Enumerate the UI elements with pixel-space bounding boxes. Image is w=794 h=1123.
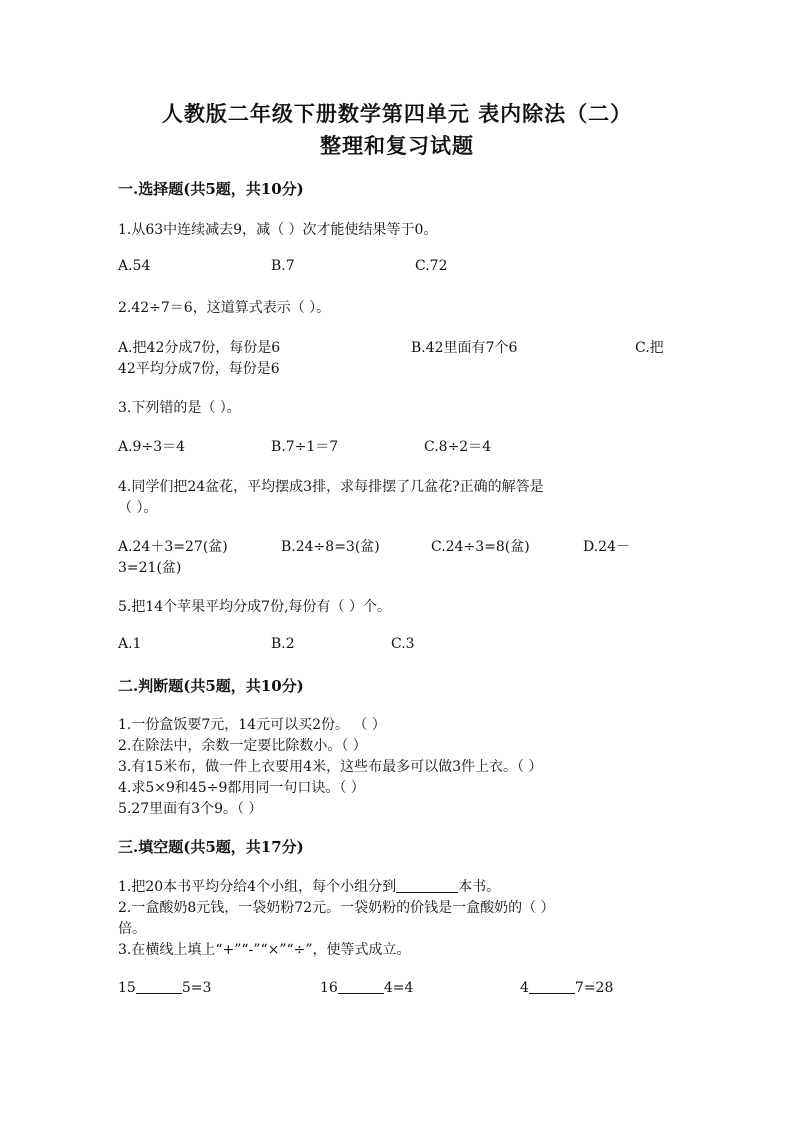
q5-option-b: B.2: [271, 636, 295, 652]
question-4-stem-line2: （ ）。: [118, 500, 158, 516]
eq2-right: 4=4: [383, 980, 414, 996]
eq3-right: 7=28: [574, 980, 614, 996]
question-4-stem-line1: 4.同学们把24盆花，平均摆成3排，求每排摆了几盆花?正确的解答是: [118, 479, 544, 495]
eq1-left: 15: [118, 980, 136, 996]
question-1-stem: 1.从63中连续减去9，减（ ）次才能使结果等于0。: [118, 222, 438, 238]
section-heading-fill: 三.填空题(共5题，共17分): [118, 838, 304, 856]
page-title-line1: 人教版二年级下册数学第四单元 表内除法（二）: [161, 101, 633, 126]
q1-option-c: C.72: [415, 258, 448, 274]
section-heading-judge: 二.判断题(共5题，共10分): [118, 677, 304, 695]
page-title-line2: 整理和复习试题: [320, 133, 474, 158]
q5-option-c: C.3: [391, 636, 415, 652]
eq2-blank[interactable]: [338, 979, 384, 994]
q4-option-c: C.24÷3=8(盆): [431, 539, 530, 555]
q2-option-a: A.把42分成7份，每份是6: [118, 340, 281, 356]
q3-option-c: C.8÷2＝4: [424, 439, 492, 455]
q4-option-d-part1: D.24－: [583, 539, 630, 555]
section-heading-choice: 一.选择题(共5题，共10分): [118, 180, 304, 198]
q4-option-d-part2: 3=21(盆): [118, 560, 182, 576]
fill-q1-text-after: 本书。: [458, 879, 501, 895]
judge-item-3: 3.有15米布，做一件上衣要用4米，这些布最多可以做3件上衣。（ ）: [118, 759, 543, 775]
eq1-right: 5=3: [181, 980, 212, 996]
q3-option-b: B.7÷1＝7: [271, 439, 339, 455]
fill-q3-equation-2: [320, 979, 413, 996]
eq3-blank[interactable]: [529, 979, 575, 994]
q4-option-b: B.24÷8=3(盆): [281, 539, 380, 555]
question-2-stem: 2.42÷7＝6，这道算式表示（ ）。: [118, 300, 331, 316]
judge-item-1: 1.一份盒饭要7元，14元可以买2份。 （ ）: [118, 717, 386, 733]
q2-option-c-part1: C.把: [635, 340, 664, 356]
q1-option-b: B.7: [271, 258, 295, 274]
question-5-stem: 5.把14个苹果平均分成7份,每份有（ ）个。: [118, 599, 391, 615]
judge-item-4: 4.求5×9和45÷9都用同一句口诀。（ ）: [118, 780, 365, 796]
fill-q3-equation-3: [520, 979, 613, 996]
eq2-left: 16: [320, 980, 338, 996]
q4-option-a: A.24＋3=27(盆): [118, 539, 228, 555]
q2-option-b: B.42里面有7个6: [411, 340, 518, 356]
q3-option-a: A.9÷3＝4: [118, 439, 186, 455]
fill-question-2-line1: 2.一盒酸奶8元钱，一袋奶粉72元。一袋奶粉的价钱是一盒酸奶的（ ）: [118, 900, 555, 916]
q5-option-a: A.1: [118, 636, 142, 652]
fill-q3-equation-1: [118, 979, 211, 996]
fill-q1-text-before: 1.把20本书平均分给4个小组，每个小组分到: [118, 879, 397, 895]
judge-item-5: 5.27里面有3个9。（ ）: [118, 801, 263, 817]
fill-question-1: [118, 876, 500, 896]
q2-option-c-part2: 42平均分成7份，每份是6: [118, 361, 280, 377]
fill-q1-blank[interactable]: [396, 878, 458, 893]
q1-option-a: A.54: [118, 258, 151, 274]
fill-question-3-stem: 3.在横线上填上“+”“-”“×”“÷”，使等式成立。: [118, 942, 411, 958]
question-3-stem: 3.下列错的是（ ）。: [118, 400, 241, 416]
judge-item-2: 2.在除法中，余数一定要比除数小。（ ）: [118, 738, 367, 754]
fill-question-2-line2: 倍。: [118, 921, 146, 937]
eq1-blank[interactable]: [136, 979, 182, 994]
eq3-left: 4: [520, 980, 529, 996]
